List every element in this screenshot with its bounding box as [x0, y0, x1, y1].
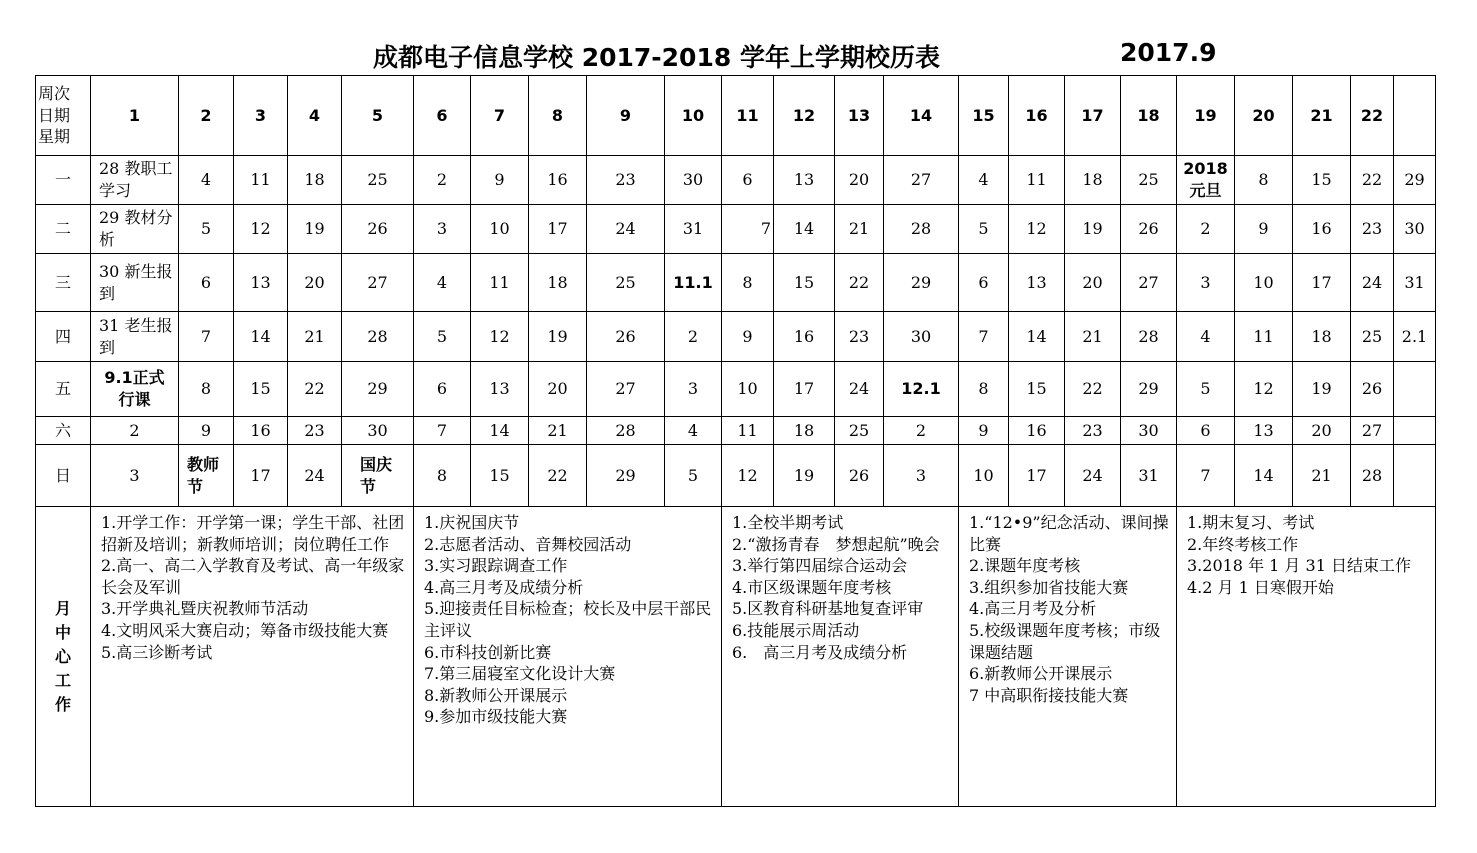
work-item: 1.期末复习、考试	[1187, 513, 1315, 532]
date-cell: 14	[774, 205, 835, 254]
date-cell: 23	[1065, 417, 1121, 445]
date-cell: 4	[665, 417, 722, 445]
work-item: 9.参加市级技能大赛	[424, 707, 568, 727]
work-item: 7.第三届寝室文化设计大赛	[424, 664, 616, 684]
weekday-label: 三	[36, 254, 91, 312]
monthly-work-row	[36, 507, 1436, 807]
week-number: 4	[288, 76, 342, 156]
date-cell: 18	[529, 254, 587, 312]
work-item: 3.2018 年 1 月 31 日结束工作	[1187, 556, 1411, 576]
week-number: 15	[959, 76, 1009, 156]
work-item: 4.高三月考及成绩分析	[424, 577, 584, 597]
date-cell: 29	[587, 445, 665, 507]
date-cell: 25	[342, 156, 414, 205]
week-header-row	[36, 76, 1436, 156]
weekday-label: 日	[36, 445, 91, 507]
week-number: 14	[884, 76, 959, 156]
work-september	[91, 507, 414, 807]
work-october	[414, 507, 722, 807]
date-cell: 21	[288, 312, 342, 362]
date-cell: 25	[587, 254, 665, 312]
work-item: 3.实习跟踪调查工作	[424, 556, 568, 576]
date-cell: 26	[1351, 362, 1394, 417]
work-item: 6.市科技创新比赛	[424, 642, 552, 662]
date-cell: 22	[1351, 156, 1394, 205]
work-item: 8.新教师公开课展示	[424, 685, 568, 705]
weekday-row-mon	[36, 156, 1436, 205]
week-number: 2	[179, 76, 234, 156]
work-item: 7 中高职衔接技能大赛	[969, 685, 1129, 705]
date-cell: 6	[179, 254, 234, 312]
monthly-work-label	[36, 507, 91, 807]
date-cell: 4	[414, 254, 471, 312]
date-cell: 31 老生报到	[91, 312, 179, 362]
date-cell: 30	[342, 417, 414, 445]
date-cell: 22	[835, 254, 884, 312]
date-cell: 18	[774, 417, 835, 445]
week-number: 5	[342, 76, 414, 156]
week-number: 6	[414, 76, 471, 156]
date-cell: 2	[414, 156, 471, 205]
weekday-row-sun	[36, 445, 1436, 507]
week-number: 22	[1351, 76, 1394, 156]
date-cell: 15	[774, 254, 835, 312]
work-item: 5.迎接责任目标检查；校长及中层干部民主评议	[424, 599, 712, 640]
week-number-blank	[1394, 76, 1436, 156]
date-cell-national-day: 国庆节	[342, 445, 414, 507]
document-date: 2017.9	[1120, 38, 1217, 67]
date-cell: 31	[665, 205, 722, 254]
date-cell: 28	[884, 205, 959, 254]
date-cell: 16	[234, 417, 288, 445]
date-cell-teachers-day: 教师节	[179, 445, 234, 507]
weekday-label: 二	[36, 205, 91, 254]
date-cell: 3	[1177, 254, 1235, 312]
date-cell	[1394, 445, 1436, 507]
date-cell: 11	[722, 417, 774, 445]
date-cell: 17	[1009, 445, 1065, 507]
date-cell: 26	[342, 205, 414, 254]
weekday-row-wed	[36, 254, 1436, 312]
date-cell: 8	[1235, 156, 1293, 205]
weekday-row-fri	[36, 362, 1436, 417]
date-cell: 27	[587, 362, 665, 417]
date-cell: 13	[471, 362, 529, 417]
date-cell: 30 新生报到	[91, 254, 179, 312]
date-cell-month-start: 12.1	[884, 362, 959, 417]
date-cell: 28	[342, 312, 414, 362]
week-number: 1	[91, 76, 179, 156]
date-cell: 11	[1235, 312, 1293, 362]
date-cell: 7	[179, 312, 234, 362]
work-item: 1.庆祝国庆节	[424, 513, 520, 532]
date-cell-new-year: 2018元旦	[1177, 156, 1235, 205]
week-number: 9	[587, 76, 665, 156]
date-cell: 4	[959, 156, 1009, 205]
week-number: 10	[665, 76, 722, 156]
date-cell: 30	[1394, 205, 1436, 254]
date-cell: 24	[1351, 254, 1394, 312]
work-item: 1.“12•9”纪念活动、课间操比赛	[969, 513, 1169, 554]
header-corner-date: 日期	[38, 105, 71, 125]
date-cell: 14	[1235, 445, 1293, 507]
date-cell: 20	[835, 156, 884, 205]
date-cell: 17	[1293, 254, 1351, 312]
date-cell: 20	[288, 254, 342, 312]
work-item: 3.开学典礼暨庆祝教师节活动	[101, 599, 309, 619]
date-cell: 22	[288, 362, 342, 417]
week-number: 11	[722, 76, 774, 156]
date-cell: 8	[414, 445, 471, 507]
week-number: 20	[1235, 76, 1293, 156]
week-number: 7	[471, 76, 529, 156]
date-cell: 26	[1121, 205, 1177, 254]
page-title: 成都电子信息学校 2017-2018 学年上学期校历表	[373, 43, 940, 72]
week-number: 8	[529, 76, 587, 156]
date-cell: 30	[1121, 417, 1177, 445]
date-cell: 13	[1235, 417, 1293, 445]
date-cell: 26	[587, 312, 665, 362]
date-cell: 24	[835, 362, 884, 417]
date-cell: 14	[471, 417, 529, 445]
work-label-char: 心	[54, 646, 71, 666]
date-cell: 3	[414, 205, 471, 254]
work-december	[959, 507, 1177, 807]
date-cell: 8	[722, 254, 774, 312]
work-item: 6. 高三月考及成绩分析	[732, 642, 908, 662]
date-cell: 7	[722, 205, 774, 254]
date-cell: 29	[342, 362, 414, 417]
date-cell: 27	[1351, 417, 1394, 445]
weekday-label: 一	[36, 156, 91, 205]
date-cell	[1394, 417, 1436, 445]
date-cell: 15	[1009, 362, 1065, 417]
date-cell: 12	[471, 312, 529, 362]
date-cell: 7	[1177, 445, 1235, 507]
date-cell: 5	[1177, 362, 1235, 417]
date-cell: 23	[587, 156, 665, 205]
date-cell: 29 教材分析	[91, 205, 179, 254]
date-cell: 28	[587, 417, 665, 445]
work-item: 2.高一、高二入学教育及考试、高一年级家长会及军训	[101, 556, 405, 597]
date-cell: 29	[1394, 156, 1436, 205]
date-cell: 5	[414, 312, 471, 362]
work-item: 3.举行第四届综合运动会	[732, 556, 908, 576]
week-number: 17	[1065, 76, 1121, 156]
work-label-char: 中	[54, 622, 71, 642]
date-cell: 3	[665, 362, 722, 417]
week-number: 13	[835, 76, 884, 156]
date-cell: 8	[959, 362, 1009, 417]
weekday-row-sat	[36, 417, 1436, 445]
date-cell: 18	[288, 156, 342, 205]
date-cell: 15	[471, 445, 529, 507]
date-cell: 12	[722, 445, 774, 507]
date-cell: 15	[1293, 156, 1351, 205]
date-cell: 11	[1009, 156, 1065, 205]
week-number: 19	[1177, 76, 1235, 156]
date-cell: 30	[665, 156, 722, 205]
date-cell: 26	[835, 445, 884, 507]
date-cell: 12	[1009, 205, 1065, 254]
date-cell: 9	[179, 417, 234, 445]
work-item: 2.志愿者活动、音舞校园活动	[424, 534, 632, 554]
date-cell: 11	[234, 156, 288, 205]
date-cell: 6	[414, 362, 471, 417]
date-cell: 6	[1177, 417, 1235, 445]
work-item: 2.年终考核工作	[1187, 534, 1299, 554]
work-item: 2.课题年度考核	[969, 556, 1081, 576]
date-cell: 18	[1293, 312, 1351, 362]
date-cell: 31	[1394, 254, 1436, 312]
date-cell: 17	[234, 445, 288, 507]
week-number: 21	[1293, 76, 1351, 156]
date-cell: 19	[1293, 362, 1351, 417]
date-cell: 22	[529, 445, 587, 507]
date-cell: 27	[1121, 254, 1177, 312]
weekday-row-thu	[36, 312, 1436, 362]
date-cell: 16	[1293, 205, 1351, 254]
date-cell: 29	[884, 254, 959, 312]
work-label-char: 作	[54, 694, 71, 714]
date-cell: 28	[1121, 312, 1177, 362]
date-cell: 16	[1009, 417, 1065, 445]
date-cell: 25	[1351, 312, 1394, 362]
date-cell: 9	[1235, 205, 1293, 254]
date-cell: 24	[587, 205, 665, 254]
date-cell: 19	[774, 445, 835, 507]
date-cell: 23	[288, 417, 342, 445]
date-cell: 9	[722, 312, 774, 362]
date-cell: 18	[1065, 156, 1121, 205]
weekday-row-tue	[36, 205, 1436, 254]
week-number: 12	[774, 76, 835, 156]
date-cell: 13	[774, 156, 835, 205]
date-cell: 8	[179, 362, 234, 417]
work-label-char: 月	[54, 598, 71, 618]
work-item: 4.文明风采大赛启动；筹备市级技能大赛	[101, 620, 389, 640]
date-cell: 14	[1009, 312, 1065, 362]
date-cell-month-start: 11.1	[665, 254, 722, 312]
work-november	[722, 507, 959, 807]
date-cell: 29	[1121, 362, 1177, 417]
date-cell: 7	[959, 312, 1009, 362]
date-cell: 27	[884, 156, 959, 205]
date-cell: 16	[529, 156, 587, 205]
date-cell: 4	[1177, 312, 1235, 362]
date-cell-classes-start: 9.1正式行课	[91, 362, 179, 417]
work-item: 5.校级课题年度考核；市级课题结题	[969, 620, 1161, 662]
date-cell: 10	[1235, 254, 1293, 312]
date-cell: 17	[774, 362, 835, 417]
date-cell: 28 教职工学习	[91, 156, 179, 205]
work-item: 4.市区级课题年度考核	[732, 577, 892, 597]
date-cell: 3	[91, 445, 179, 507]
date-cell: 2	[665, 312, 722, 362]
date-cell: 13	[1009, 254, 1065, 312]
date-cell: 6	[722, 156, 774, 205]
date-cell: 9	[471, 156, 529, 205]
date-cell: 13	[234, 254, 288, 312]
weekday-label: 四	[36, 312, 91, 362]
date-cell: 27	[342, 254, 414, 312]
work-item: 1.开学工作：开学第一课；学生干部、社团招新及培训；新教师培训；岗位聘任工作	[101, 513, 405, 554]
date-cell: 5	[665, 445, 722, 507]
date-cell: 3	[884, 445, 959, 507]
date-cell: 16	[774, 312, 835, 362]
date-cell: 21	[835, 205, 884, 254]
date-cell: 20	[529, 362, 587, 417]
date-cell: 21	[1293, 445, 1351, 507]
work-label-char: 工	[54, 670, 71, 690]
date-cell: 19	[529, 312, 587, 362]
date-cell: 10	[471, 205, 529, 254]
date-cell: 5	[959, 205, 1009, 254]
date-cell: 5	[179, 205, 234, 254]
header-corner-week: 周次	[38, 84, 71, 104]
date-cell: 21	[1065, 312, 1121, 362]
date-cell: 22	[1065, 362, 1121, 417]
date-cell: 20	[1065, 254, 1121, 312]
date-cell: 10	[722, 362, 774, 417]
date-cell: 17	[529, 205, 587, 254]
date-cell	[1394, 362, 1436, 417]
date-cell: 9	[959, 417, 1009, 445]
date-cell: 11	[471, 254, 529, 312]
date-cell: 24	[288, 445, 342, 507]
date-cell: 10	[959, 445, 1009, 507]
date-cell: 19	[1065, 205, 1121, 254]
work-item: 5.区教育科研基地复查评审	[732, 599, 924, 619]
date-cell: 12	[234, 205, 288, 254]
date-cell: 21	[529, 417, 587, 445]
weekday-label: 五	[36, 362, 91, 417]
date-cell: 30	[884, 312, 959, 362]
date-cell: 12	[1235, 362, 1293, 417]
date-cell: 20	[1293, 417, 1351, 445]
work-january	[1177, 507, 1436, 807]
date-cell: 23	[835, 312, 884, 362]
date-cell: 2	[91, 417, 179, 445]
work-item: 5.高三诊断考试	[101, 642, 213, 662]
work-item: 4.2 月 1 日寒假开始	[1187, 577, 1334, 597]
date-cell: 24	[1065, 445, 1121, 507]
week-number: 3	[234, 76, 288, 156]
date-cell: 14	[234, 312, 288, 362]
header-corner	[36, 76, 91, 156]
date-cell: 2.1	[1394, 312, 1436, 362]
work-item: 4.高三月考及分析	[969, 599, 1097, 619]
date-cell: 2	[1177, 205, 1235, 254]
work-item: 2.“激扬青春 梦想起航”晚会	[732, 534, 940, 554]
date-cell: 19	[288, 205, 342, 254]
date-cell: 25	[835, 417, 884, 445]
work-item: 1.全校半期考试	[732, 513, 844, 532]
work-item: 6.技能展示周活动	[732, 620, 860, 640]
date-cell: 31	[1121, 445, 1177, 507]
date-cell: 7	[414, 417, 471, 445]
date-cell: 25	[1121, 156, 1177, 205]
week-number: 16	[1009, 76, 1065, 156]
date-cell: 23	[1351, 205, 1394, 254]
work-item: 6.新教师公开课展示	[969, 664, 1113, 684]
weekday-label: 六	[36, 417, 91, 445]
date-cell: 28	[1351, 445, 1394, 507]
work-item: 3.组织参加省技能大赛	[969, 577, 1129, 597]
date-cell: 2	[884, 417, 959, 445]
calendar-table	[35, 75, 1436, 807]
date-cell: 6	[959, 254, 1009, 312]
date-cell: 4	[179, 156, 234, 205]
header-corner-weekday: 星期	[38, 127, 71, 147]
date-cell: 15	[234, 362, 288, 417]
week-number: 18	[1121, 76, 1177, 156]
